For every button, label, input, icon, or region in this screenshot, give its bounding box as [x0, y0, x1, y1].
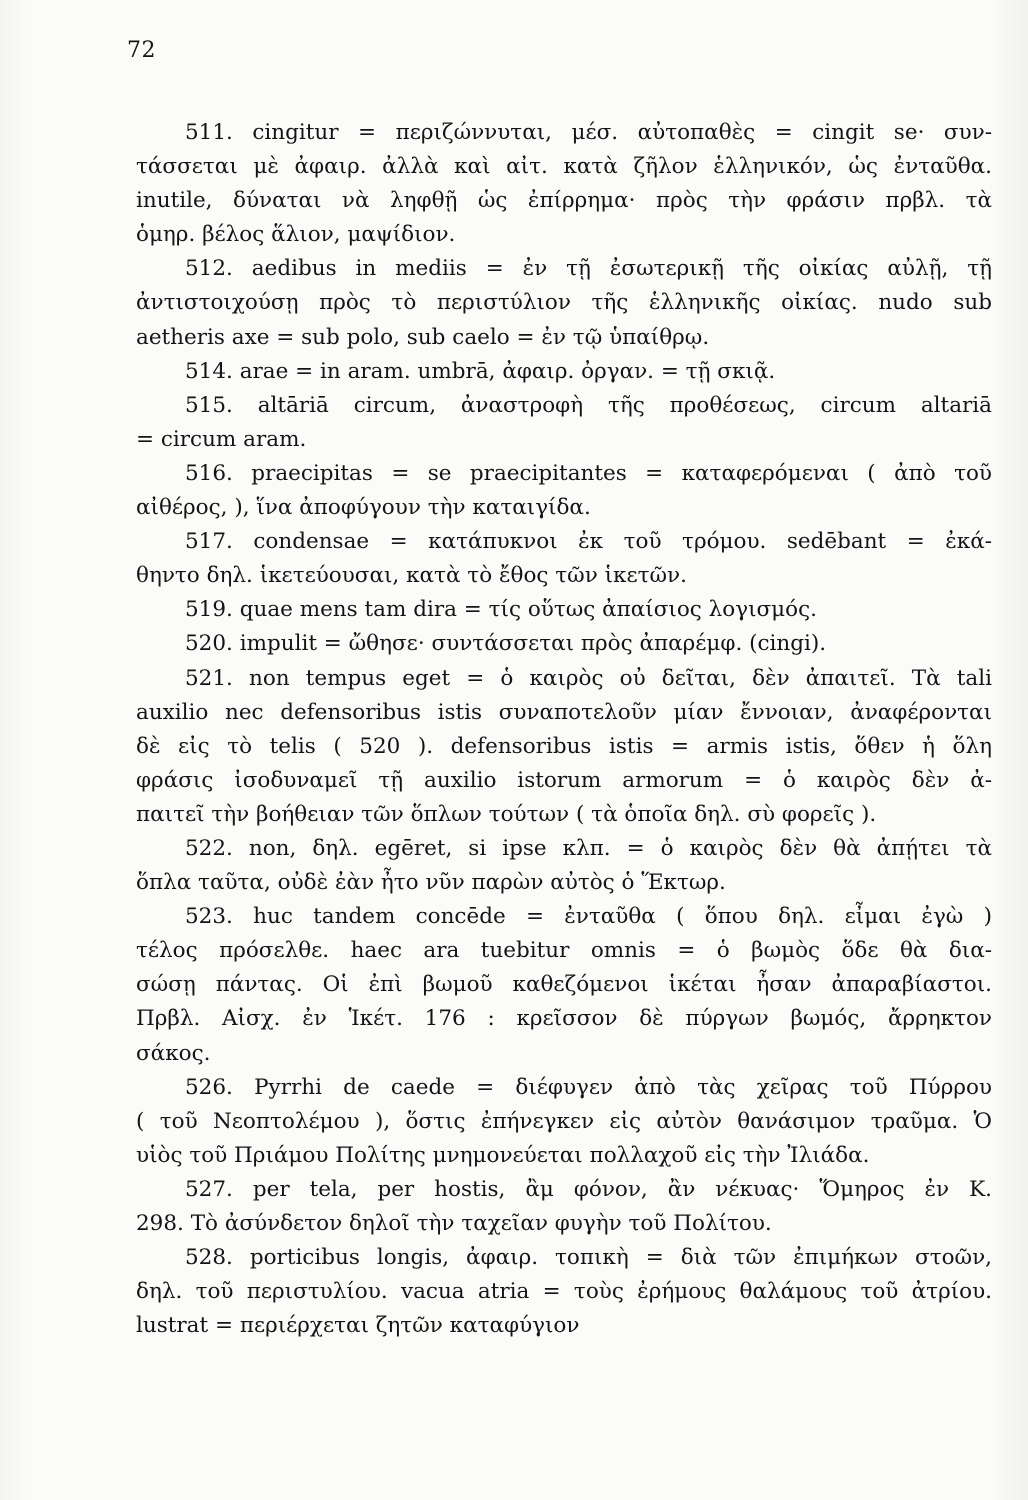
text-line: auxilio nec defensoribus istis συναποτελοῦν μίαν ἔννοιαν, ἀναφέρονται [136, 699, 992, 725]
text-line: ( τοῦ Νεοπτολέμου ), ὅστις ἐπήνεγκεν εἰς αὐτὸν θανάσιμον τραῦμα. Ὁ [136, 1108, 992, 1134]
text-line: ὁμηρ. βέλος ἅλιον, μαψίδιον. [136, 222, 456, 248]
text-line: σάκος. [136, 1040, 211, 1066]
text-line: 511. cingitur = περιζώννυται, μέσ. αὐτοπαθὲς = cingit se· συν- [185, 120, 992, 145]
text-line: 519. quae mens tam dira = τίς οὕτως ἀπαίσιος λογισμός. [185, 597, 817, 623]
text-line: 528. porticibus longis, ἀφαιρ. τοπικὴ = διὰ τῶν ἐπιμήκων στοῶν, [185, 1245, 992, 1271]
text-line: τάσσεται μὲ ἀφαιρ. ἀλλὰ καὶ αἰτ. κατὰ ζῆλον ἑλληνικόν, ὡς ἐνταῦθα. [136, 154, 992, 180]
text-line: 521. non tempus eget = ὁ καιρὸς οὐ δεῖται, δὲν ἀπαιτεῖ. Τὰ tali [185, 665, 992, 691]
text-line: 512. aedibus in mediis = ἐν τῇ ἐσωτερικῇ τῆς οἰκίας αὐλῇ, τῇ [185, 256, 992, 282]
text-line: lustrat = περιέρχεται ζητῶν καταφύγιον [136, 1313, 580, 1339]
text-line: 517. condensae = κατάπυκνοι ἐκ τοῦ τρόμου. sedēbant = ἐκά- [185, 529, 992, 555]
text-line: υἱὸς τοῦ Πριάμου Πολίτης μνημονεύεται πολλαχοῦ εἰς τὴν Ἰλιάδα. [136, 1142, 870, 1168]
text-line: 515. altāriā circum, ἀναστροφὴ τῆς προθέσεως, circum altariā [185, 392, 992, 418]
text-line: αἰθέρος, ), ἵνα ἀποφύγουν τὴν καταιγίδα. [136, 495, 591, 521]
text-line: inutile, δύναται νὰ ληφθῇ ὡς ἐπίρρημα· πρὸς τὴν φράσιν πρβλ. τὰ [136, 188, 992, 214]
text-line: 522. non, δηλ. egēret, si ipse κλπ. = ὁ καιρὸς δὲν θὰ ἀπῄτει τὰ [185, 835, 992, 861]
text-line: 514. arae = in aram. umbrā, ἀφαιρ. ὀργαν. = τῇ σκιᾷ. [185, 358, 776, 384]
text-line: φράσις ἰσοδυναμεῖ τῇ auxilio istorum armorum = ὁ καιρὸς δὲν ἀ- [136, 767, 992, 793]
text-line: aetheris axe = sub polo, sub caelo = ἐν τῷ ὑπαίθρῳ. [136, 324, 710, 350]
text-line: ὅπλα ταῦτα, οὐδὲ ἐὰν ἦτο νῦν παρὼν αὐτὸς ὁ Ἕκτωρ. [136, 870, 726, 896]
text-line: τέλος πρόσελθε. haec ara tuebitur omnis = ὁ βωμὸς ὅδε θὰ δια- [136, 938, 992, 964]
commentary-text [136, 116, 992, 1343]
text-line: δηλ. τοῦ περιστυλίου. vacua atria = τοὺς ἐρήμους θαλάμους τοῦ ἀτρίου. [136, 1279, 992, 1305]
text-line: παιτεῖ τὴν βοήθειαν τῶν ὅπλων τούτων ( τὰ ὁποῖα δηλ. σὺ φορεῖς ). [136, 801, 877, 827]
text-line: 526. Pyrrhi de caede = διέφυγεν ἀπὸ τὰς χεῖρας τοῦ Πύρρου [185, 1074, 992, 1100]
text-line: δὲ εἰς τὸ telis ( 520 ). defensoribus istis = armis istis, ὅθεν ἡ ὅλη [136, 733, 992, 759]
text-line: ἀντιστοιχούσῃ πρὸς τὸ περιστύλιον τῆς ἑλληνικῆς οἰκίας. nudo sub [136, 290, 992, 316]
text-line: σώσῃ πάντας. Οἱ ἐπὶ βωμοῦ καθεζόμενοι ἱκέται ἦσαν ἀπαραβίαστοι. [136, 972, 992, 998]
text-line: 520. impulit = ὤθησε· συντάσσεται πρὸς ἀπαρέμφ. (cingi). [185, 631, 827, 657]
text-line: 516. praecipitas = se praecipitantes = καταφερόμεναι ( ἀπὸ τοῦ [185, 460, 992, 486]
text-line: θηντο δηλ. ἱκετεύουσαι, κατὰ τὸ ἔθος τῶν ἱκετῶν. [136, 563, 687, 589]
text-line: 523. huc tandem concēde = ἐνταῦθα ( ὅπου δηλ. εἶμαι ἐγὼ ) [185, 904, 992, 930]
page-number: 72 [127, 38, 156, 63]
text-line: 298. Τὸ ἀσύνδετον δηλοῖ τὴν ταχεῖαν φυγὴν τοῦ Πολίτου. [136, 1211, 772, 1236]
text-line: = circum aram. [136, 426, 307, 452]
text-line: Πρβλ. Αἰσχ. ἐν Ἱκέτ. 176 : κρεῖσσον δὲ πύργων βωμός, ἄρρηκτον [136, 1006, 992, 1032]
text-line: 527. per tela, per hostis, ἂμ φόνον, ἂν νέκυας· Ὅμηρος ἐν Κ. [185, 1176, 992, 1202]
